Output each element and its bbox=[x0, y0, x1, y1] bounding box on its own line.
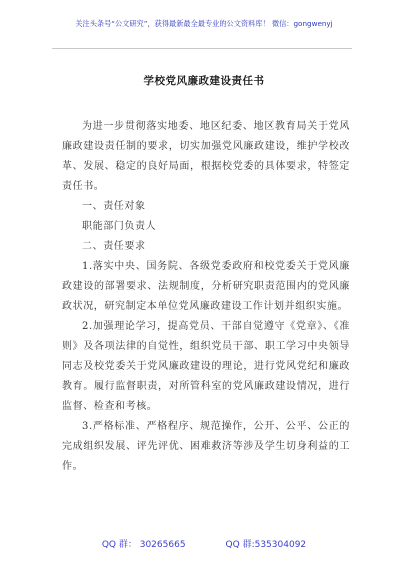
target-text: 职能部门负责人 bbox=[82, 221, 157, 232]
footer-contact bbox=[0, 537, 408, 550]
footer-qq-group-1: QQ 群： 30265665 bbox=[101, 540, 186, 550]
document-title: 学校党风廉政建设责任书 bbox=[143, 75, 265, 87]
intro-paragraph: 为进一步贯彻落实地委、地区纪委、地区教育局关于党风廉政建设责任制的要求，切实加强党风廉政建设，维护学校改革、发展、稳定的良好局面，根据校党委的具体要求，特签定责任书。 bbox=[62, 121, 350, 192]
section-heading-requirements: 二、责任要求 bbox=[82, 241, 146, 252]
section-heading-target: 一、责任对象 bbox=[82, 201, 146, 212]
document-body bbox=[62, 117, 350, 477]
footer-qq-group-2: QQ 群:535304092 bbox=[225, 540, 307, 550]
header-banner: 关注头条号“公文研究”，获得最新最全最专业的公文资料库！ 微信：gongwenyj bbox=[75, 19, 333, 28]
requirement-item-2: 2.加强理论学习，提高党员、干部自觉遵守《党章》、《准则》及各项法律的自觉性，组织党员干部、职工学习中央领导同志及校党委关于党风廉政建设的理论，进行党风党纪和廉政教育。履行监督职责，对所管科室的党风廉政建设情况，进行监督、检查和考核。 bbox=[62, 321, 350, 412]
header-divider bbox=[52, 48, 352, 49]
requirement-item-3: 3.严格标准、严格程序、规范操作，公开、公平、公正的完成组织发展、评先评优、困难救济等涉及学生切身利益的工作。 bbox=[62, 421, 350, 472]
requirement-item-1: 1.落实中央、国务院、各级党委政府和校党委关于党风廉政建设的部署要求、法规制度，分析研究职责范围内的党风廉政状况，研究制定本单位党风廉政建设工作计划并组织实施。 bbox=[62, 261, 350, 312]
